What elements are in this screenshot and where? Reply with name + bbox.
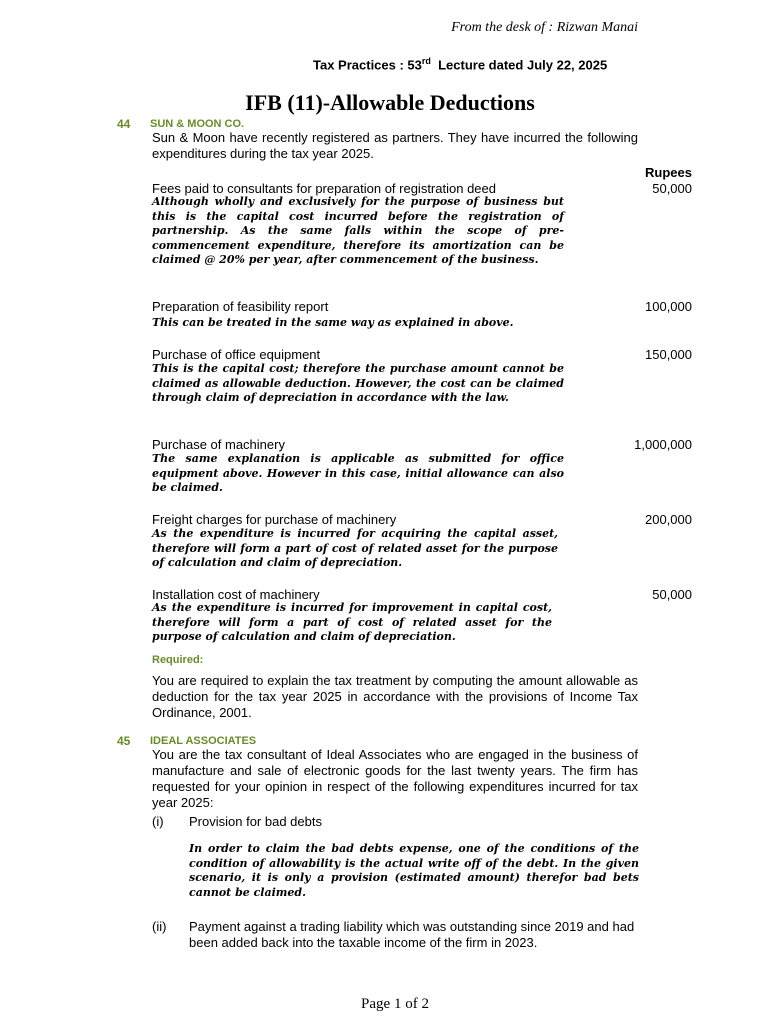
question-45-intro: You are the tax consultant of Ideal Associates who are engaged in the business of manufacture and sale of electronic goods for the last twenty years. The firm has requested for your opinion in respect of the following expenditures incurred for tax year 2025: (152, 747, 638, 810)
expense-item-amount: 200,000 (645, 512, 692, 527)
sub-item-numeral: (i) (152, 814, 164, 829)
expense-item-label: Purchase of machinery (152, 437, 285, 452)
sub-item-numeral: (ii) (152, 919, 167, 934)
expense-item-explanation: As the expenditure is incurred for improvement in capital cost, therefore will form a part of cost of related asset for the purpose of calculation and claim of depreciation. (152, 601, 552, 643)
expense-item-label: Installation cost of machinery (152, 587, 320, 602)
page-number: Page 1 of 2 (361, 996, 429, 1012)
expense-item-amount: 50,000 (652, 587, 692, 602)
sub-item-text: Provision for bad debts (189, 814, 322, 829)
expense-item-explanation: As the expenditure is incurred for acquiring the capital asset, therefore will form a part of cost of related asset for the purpose of calculation and claim of depreciation. (152, 527, 558, 569)
expense-item-label: Preparation of feasibility report (152, 299, 329, 314)
expense-item-label: Purchase of office equipment (152, 347, 321, 362)
expense-item-explanation: This can be treated in the same way as explained in above. (152, 316, 514, 329)
expense-item-explanation: The same explanation is applicable as submitted for office equipment above. However in this case, initial allowance can also be claimed. (152, 452, 564, 494)
lecture-suffix: Lecture dated July 22, 2025 (430, 57, 608, 73)
expense-item-explanation: This is the capital cost; therefore the purchase amount cannot be claimed as allowable deduction. However, the cost can be claimed through claim of depreciation in accordance with the law. (152, 362, 564, 404)
sub-item-explanation: In order to claim the bad debts expense, one of the conditions of the condition of allowability is the actual write off of the debt. In the given scenario, it is only a provision (estimated amount) therefor bad bets cannot be claimed. (189, 842, 639, 899)
expense-item-label: Fees paid to consultants for preparation of registration deed (152, 181, 496, 196)
question-44-intro: Sun & Moon have recently registered as partners. They have incurred the following expenditures during the tax year 2025. (152, 130, 638, 161)
expense-item-amount: 1,000,000 (634, 437, 692, 452)
lecture-info (313, 56, 607, 72)
expense-item-amount: 100,000 (645, 299, 692, 314)
lecture-superscript: rd (421, 56, 431, 66)
desk-attribution: From the desk of : Rizwan Manai (451, 20, 638, 35)
question-45-number: 45 (117, 734, 131, 748)
lecture-prefix: Tax Practices : 53 (313, 57, 422, 73)
question-44-name: SUN & MOON CO. (150, 118, 245, 130)
expense-item-amount: 150,000 (645, 347, 692, 362)
amount-column-header: Rupees (645, 165, 692, 180)
expense-item-label: Freight charges for purchase of machinery (152, 512, 397, 527)
sub-item-text: Payment against a trading liability which was outstanding since 2019 and had been added back into the taxable income of the firm in 2023. (189, 919, 635, 950)
required-text: You are required to explain the tax treatment by computing the amount allowable as deduction for the tax year 2025 in accordance with the provisions of Income Tax Ordinance, 2001. (152, 673, 638, 720)
question-44-number: 44 (117, 117, 131, 131)
question-45-name: IDEAL ASSOCIATES (150, 735, 257, 747)
required-label: Required: (152, 654, 204, 666)
expense-item-explanation: Although wholly and exclusively for the purpose of business but this is the capital cost incurred before the registration of partnership. As the same falls within the scope of pre-commencement expenditure, therefore its amortization can be claimed @ 20% per year, after commencement of the business. (152, 195, 564, 266)
page-title: IFB (11)-Allowable Deductions (245, 90, 535, 115)
expense-item-amount: 50,000 (652, 181, 692, 196)
